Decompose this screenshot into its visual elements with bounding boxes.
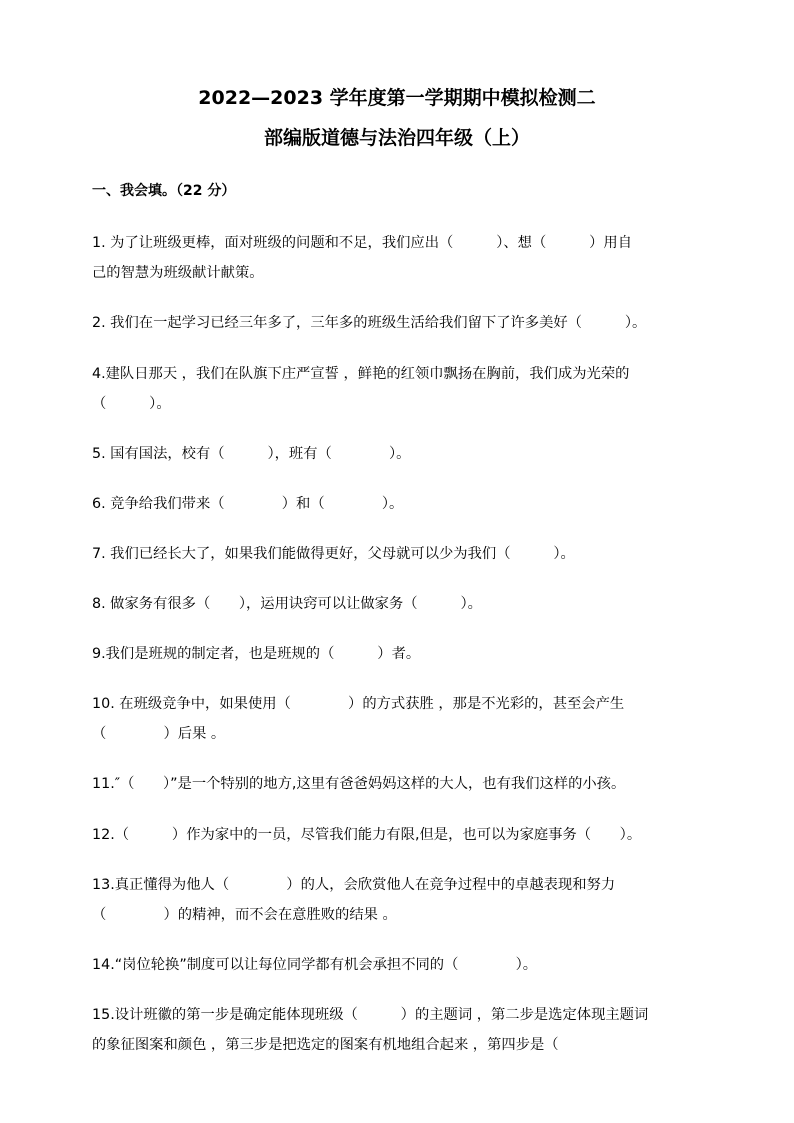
question-4-line-2: （ ）。 <box>92 396 171 412</box>
exam-subtitle: 部编版道德与法治四年级（上） <box>263 127 530 149</box>
question-12-line-1: 12.（ ）作为家中的一员，尽管我们能力有限,但是，也可以为家庭事务（ ）。 <box>92 827 642 843</box>
question-4-line-1: 4.建队日那天 ，我们在队旗下庄严宣誓 ，鲜艳的红领巾飘扬在胸前，我们成为光荣的 <box>92 366 630 382</box>
question-13-line-2: （ ）的精神，而不会在意胜败的结果 。 <box>92 907 397 923</box>
question-10-line-1: 10. 在班级竞争中，如果使用（ ）的方式获胜 ，那是不光彩的，甚至会产生 <box>92 696 625 712</box>
question-1-line-1: 1. 为了让班级更棒，面对班级的问题和不足，我们应出（ ）、想（ ）用自 <box>92 235 633 251</box>
question-13-line-1: 13.真正懂得为他人（ ）的人，会欣赏他人在竞争过程中的卓越表现和努力 <box>92 877 616 893</box>
question-6-line-1: 6. 竞争给我们带来（ ）和（ ）。 <box>92 496 404 512</box>
question-8-line-1: 8. 做家务有很多（ ），运用诀窍可以让做家务（ ）。 <box>92 596 482 612</box>
question-15-line-2: 的象征图案和颜色 ，第三步是把选定的图案有机地组合起来 ，第四步是（ <box>92 1037 559 1053</box>
section-heading: 一、我会填。（22 分） <box>92 183 236 199</box>
question-15-line-1: 15.设计班徽的第一步是确定能体现班级（ ）的主题词 ，第二步是选定体现主题词 <box>92 1007 649 1023</box>
exam-title: 2022—2023 学年度第一学期期中模拟检测二 <box>198 87 596 109</box>
question-5-line-1: 5. 国有国法，校有（ ），班有（ ）。 <box>92 446 411 462</box>
question-10-line-2: （ ）后果 。 <box>92 726 226 742</box>
question-14-line-1: 14.“岗位轮换”制度可以让每位同学都有机会承担不同的（ ）。 <box>92 957 538 973</box>
question-1-line-2: 己的智慧为班级献计献策。 <box>92 265 264 281</box>
question-11-line-1: 11.″（ ）”是一个特别的地方,这里有爸爸妈妈这样的大人，也有我们这样的小孩。 <box>92 776 626 792</box>
question-2-line-1: 2. 我们在一起学习已经三年多了，三年多的班级生活给我们留下了许多美好（ ）。 <box>92 315 647 331</box>
question-7-line-1: 7. 我们已经长大了，如果我们能做得更好，父母就可以少为我们（ ）。 <box>92 546 575 562</box>
question-9-line-1: 9.我们是班规的制定者，也是班规的（ ）者。 <box>92 646 421 662</box>
